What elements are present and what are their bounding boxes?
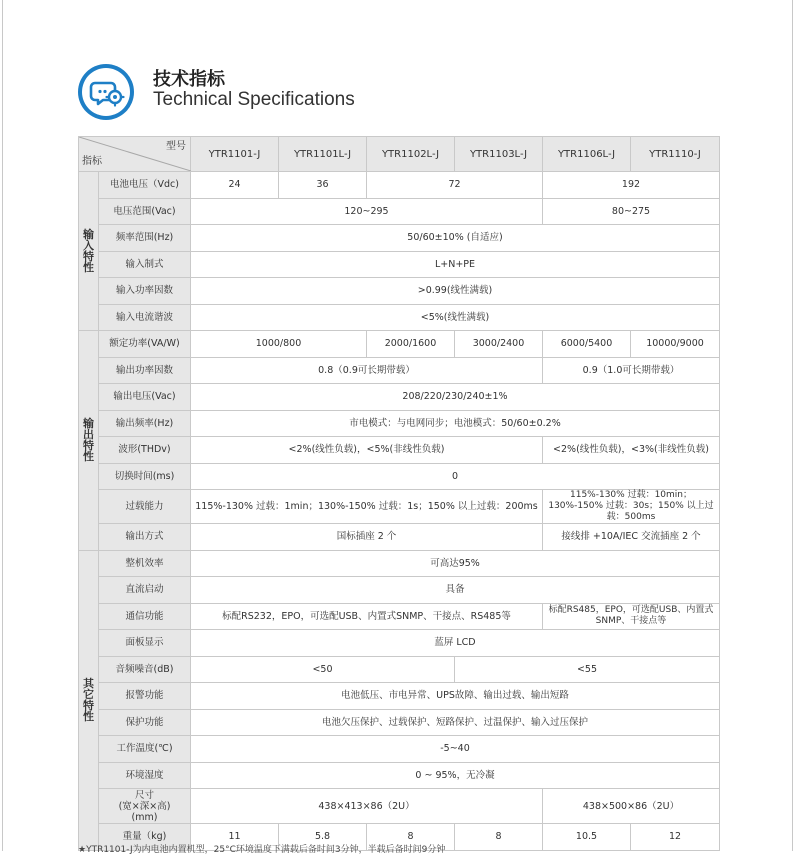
row-label: 通信功能 xyxy=(99,603,191,630)
page-edge-left xyxy=(2,0,3,851)
cell: 80~275 xyxy=(543,198,720,225)
cell: -5~40 xyxy=(191,736,720,763)
table-row xyxy=(79,789,720,824)
cell: <2%(线性负载)，<5%(非线性负载) xyxy=(191,437,543,464)
table-row xyxy=(79,384,720,411)
row-label: 输出频率(Hz) xyxy=(99,410,191,437)
table-row xyxy=(79,172,720,199)
cell: 12 xyxy=(631,824,720,851)
row-label: 工作温度(℃) xyxy=(99,736,191,763)
row-label: 保护功能 xyxy=(99,709,191,736)
cell: 电池低压、市电异常、UPS故障、输出过载、输出短路 xyxy=(191,683,720,710)
cell: 2000/1600 xyxy=(367,331,455,358)
row-label: 电池电压（Vdc) xyxy=(99,172,191,199)
cell: 标配RS232，EPO，可选配USB、内置式SNMP、干接点、RS485等 xyxy=(191,603,543,630)
cell: 6000/5400 xyxy=(543,331,631,358)
page-title: 技术指标 xyxy=(153,69,225,90)
table-row xyxy=(79,251,720,278)
cell: <55 xyxy=(455,656,720,683)
corner-spec-label: 指标 xyxy=(82,156,102,167)
row-label: 输入功率因数 xyxy=(99,278,191,305)
cell: 具备 xyxy=(191,577,720,604)
table-row xyxy=(79,709,720,736)
group-label-input xyxy=(79,172,99,331)
table-row xyxy=(79,437,720,464)
cell: 可高达95% xyxy=(191,550,720,577)
table-row xyxy=(79,463,720,490)
row-label-line: (宽×深×高) xyxy=(118,800,171,812)
table-row xyxy=(79,304,720,331)
table-row xyxy=(79,630,720,657)
cell: 192 xyxy=(543,172,720,199)
cell: 24 xyxy=(191,172,279,199)
table-corner-cell xyxy=(79,137,191,172)
cell: 208/220/230/240±1% xyxy=(191,384,720,411)
row-label: 整机效率 xyxy=(99,550,191,577)
row-label: 输出功率因数 xyxy=(99,357,191,384)
cell: 标配RS485，EPO，可选配USB、内置式SNMP、干接点等 xyxy=(543,603,720,630)
row-label: 电压范围(Vac) xyxy=(99,198,191,225)
row-label-dimensions xyxy=(99,789,191,824)
cell: 0 ~ 95%，无冷凝 xyxy=(191,762,720,789)
model-header: YTR1103L-J xyxy=(455,137,543,172)
cell: 3000/2400 xyxy=(455,331,543,358)
row-label-line: (mm) xyxy=(131,811,158,823)
group-label-other xyxy=(79,550,99,850)
cell: L+N+PE xyxy=(191,251,720,278)
row-label: 重量（kg) xyxy=(99,824,191,851)
table-row xyxy=(79,550,720,577)
row-label: 报警功能 xyxy=(99,683,191,710)
gear-chat-icon xyxy=(78,64,134,120)
cell: <5%(线性满载) xyxy=(191,304,720,331)
model-header: YTR1106L-J xyxy=(543,137,631,172)
cell: 11 xyxy=(191,824,279,851)
cell: <2%(线性负载)，<3%(非线性负载) xyxy=(543,437,720,464)
cell: <50 xyxy=(191,656,455,683)
table-row xyxy=(79,331,720,358)
row-label: 波形(THDv) xyxy=(99,437,191,464)
cell: 10.5 xyxy=(543,824,631,851)
row-label: 过载能力 xyxy=(99,490,191,524)
row-label: 面板显示 xyxy=(99,630,191,657)
row-label: 输入制式 xyxy=(99,251,191,278)
row-label: 直流启动 xyxy=(99,577,191,604)
cell: 72 xyxy=(367,172,543,199)
table-row xyxy=(79,490,720,524)
table-row xyxy=(79,225,720,252)
row-label: 输出方式 xyxy=(99,524,191,551)
table-header-row xyxy=(79,137,720,172)
cell: 市电模式：与电网同步；电池模式：50/60±0.2% xyxy=(191,410,720,437)
table-row xyxy=(79,656,720,683)
table-row xyxy=(79,410,720,437)
cell: >0.99(线性满载) xyxy=(191,278,720,305)
model-header: YTR1102L-J xyxy=(367,137,455,172)
table-row xyxy=(79,603,720,630)
cell: 115%-130% 过载：10min；130%-150% 过载：30s；150% 以上过载：500ms xyxy=(543,490,720,524)
group-label-output xyxy=(79,331,99,551)
page-subtitle: Technical Specifications xyxy=(153,89,355,110)
row-label: 输出电压(Vac) xyxy=(99,384,191,411)
cell: 蓝屏 LCD xyxy=(191,630,720,657)
cell: 0 xyxy=(191,463,720,490)
row-label: 切换时间(ms) xyxy=(99,463,191,490)
table-row xyxy=(79,762,720,789)
row-label: 额定功率(VA/W) xyxy=(99,331,191,358)
cell: 5.8 xyxy=(279,824,367,851)
table-row xyxy=(79,278,720,305)
table-row xyxy=(79,357,720,384)
row-label: 输入电流谐波 xyxy=(99,304,191,331)
corner-model-label: 型号 xyxy=(166,141,186,152)
model-header: YTR1101L-J xyxy=(279,137,367,172)
cell: 接线排 +10A/IEC 交流插座 2 个 xyxy=(543,524,720,551)
cell: 438×413×86（2U） xyxy=(191,789,543,824)
table-row xyxy=(79,736,720,763)
page-edge-right xyxy=(792,0,793,851)
table-row xyxy=(79,683,720,710)
table-row xyxy=(79,198,720,225)
cell: 36 xyxy=(279,172,367,199)
row-label-line: 尺寸 xyxy=(134,789,154,801)
group-label-text: 输出特性 xyxy=(83,417,94,464)
row-label: 频率范围(Hz) xyxy=(99,225,191,252)
cell: 1000/800 xyxy=(191,331,367,358)
cell: 50/60±10% (自适应) xyxy=(191,225,720,252)
spec-table xyxy=(78,136,720,851)
cell: 8 xyxy=(367,824,455,851)
cell: 438×500×86（2U） xyxy=(543,789,720,824)
table-row xyxy=(79,524,720,551)
group-label-text: 其它特性 xyxy=(83,677,94,723)
cell: 国标插座 2 个 xyxy=(191,524,543,551)
cell: 120~295 xyxy=(191,198,543,225)
group-label-text: 输入特性 xyxy=(83,228,94,274)
row-label: 环境湿度 xyxy=(99,762,191,789)
model-header: YTR1101-J xyxy=(191,137,279,172)
footnote: ★YTR1101-J为内电池内置机型，25°C环境温度下满载后备时间3分钟，半载后备时间9分钟 xyxy=(78,845,446,855)
cell: 10000/9000 xyxy=(631,331,720,358)
cell: 0.9（1.0可长期带载） xyxy=(543,357,720,384)
model-header: YTR1110-J xyxy=(631,137,720,172)
table-row xyxy=(79,577,720,604)
cell: 8 xyxy=(455,824,543,851)
cell: 电池欠压保护、过载保护、短路保护、过温保护、输入过压保护 xyxy=(191,709,720,736)
row-label: 音频噪音(dB) xyxy=(99,656,191,683)
cell: 115%-130% 过载：1min；130%-150% 过载：1s；150% 以上过载：200ms xyxy=(191,490,543,524)
cell: 0.8（0.9可长期带载） xyxy=(191,357,543,384)
